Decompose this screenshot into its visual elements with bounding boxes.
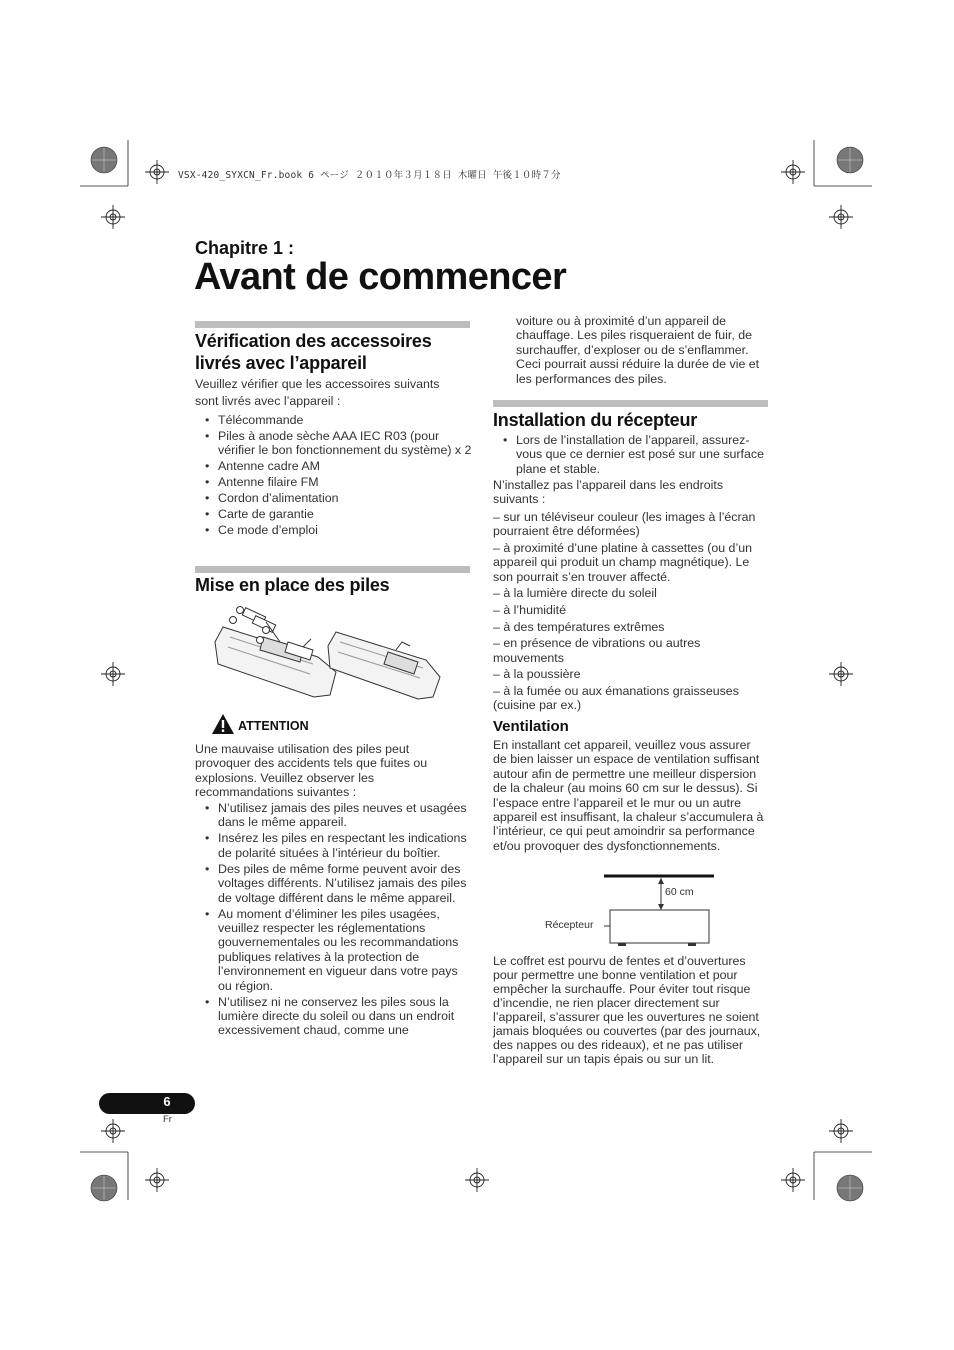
subheading-ventilation: Ventilation <box>493 718 569 735</box>
page-number: 6 <box>163 1094 171 1109</box>
list-item: • Télécommande <box>195 413 473 427</box>
list-item: • Cordon d’alimentation <box>195 491 473 505</box>
page-language: Fr <box>163 1114 172 1125</box>
list-item: – à l’humidité <box>493 603 567 617</box>
battery-precautions-list <box>195 801 471 1039</box>
list-item: • Au moment d’éliminer les piles usagées, veuillez respecter les réglementations gouvernementales ou les recommandations publiques relatives à la protection de l’environnement en vigueur dans votre pays ou région. <box>195 907 471 993</box>
list-item: • Lors de l’installation de l’appareil, assurez-vous que ce dernier est posé sur une surface plane et stable. <box>493 433 771 476</box>
list-item: – en présence de vibrations ou autres mouvements <box>493 636 701 665</box>
ventilation-diagram <box>604 872 724 947</box>
list-item: • Piles à anode sèche AAA IEC R03 (pour vérifier le bon fonctionnement du système) x 2 <box>195 429 473 458</box>
list-item: • Carte de garantie <box>195 507 473 521</box>
list-item: – à la fumée ou aux émanations graisseuses (cuisine par ex.) <box>493 683 739 713</box>
list-item: • Insérez les piles en respectant les indications de polarité situées à l’intérieur du boîtier. <box>195 831 471 860</box>
verification-intro: Veuillez vérifier que les accessoires suivants sont livrés avec l’appareil : <box>195 377 440 408</box>
chapter-label: Chapitre 1 : <box>195 238 295 258</box>
battery-installation-illustration <box>218 602 448 702</box>
ventilation-text: En installant cet appareil, veuillez vous assurer de bien laisser un espace de ventilation suffisant autour afin de permettre une meilleur dispersion de la chaleur (au moins 60 cm sur le dessus). Si l’espace entre l’appareil et le mur ou un autre appareil est insuffisant, la chaleur s’accumulera à l’intérieur, ce qui peut amoindrir sa performance et/ou provoquer des dysfonctionnements. <box>493 738 764 853</box>
section-bar <box>195 321 470 328</box>
list-item: – à la lumière directe du soleil <box>493 586 657 601</box>
section-heading-installation: Installation du récepteur <box>493 410 698 430</box>
installation-bullet-list <box>493 433 771 478</box>
section-heading-verification: Vérification des accessoires livrés avec l’appareil <box>195 331 432 373</box>
list-item: – à la poussière <box>493 667 581 682</box>
warning-icon <box>212 714 234 734</box>
list-item: – sur un téléviseur couleur (les images à l’écran pourraient être déformées) <box>493 510 756 539</box>
print-header: VSX-420_SYXCN_Fr.book 6 ページ ２０１０年３月１８日 木曜日 午後１０時７分 <box>178 170 561 181</box>
diagram-distance-label: 60 cm <box>665 886 694 898</box>
list-item: • Antenne cadre AM <box>195 459 473 473</box>
section-heading-piles: Mise en place des piles <box>195 575 390 595</box>
registration-mark-top-center <box>0 0 1 1</box>
section-bar <box>493 400 768 407</box>
list-item: • N’utilisez jamais des piles neuves et usagées dans le même appareil. <box>195 801 471 830</box>
attention-intro: Une mauvaise utilisation des piles peut provoquer des accidents tels que fuites ou explosions. Veuillez observer les recommandations suivantes : <box>195 742 428 800</box>
section-bar <box>195 566 470 573</box>
installation-intro: N’installez pas l’appareil dans les endroits suivants : <box>493 478 724 507</box>
list-item: • N’utilisez ni ne conservez les piles sous la lumière directe du soleil ou dans un endroit excessivement chaud, comme une <box>195 995 471 1038</box>
list-item: • Ce mode d’emploi <box>195 523 473 537</box>
list-item: – à des températures extrêmes <box>493 619 665 634</box>
ventilation-closing-text: Le coffret est pourvu de fentes et d’ouvertures pour permettre une bonne ventilation et pour empêcher la surchauffe. Pour éviter tout risque d’incendie, ne rien placer directement sur l’appareil, s’assurer que les ouvertures ne soient jamais bloquées ou couvertes (par des journaux, des nappes ou des rideaux), et ne pas utiliser l’appareil sur un tapis épais ou sur un lit. <box>493 954 761 1066</box>
list-item: • Des piles de même forme peuvent avoir des voltages différents. N’utilisez jamais des piles de voltage différent dans le même appareil. <box>195 862 471 905</box>
accessories-list <box>195 413 473 539</box>
attention-label: ATTENTION <box>238 719 309 733</box>
list-item: • Antenne filaire FM <box>195 475 473 489</box>
chapter-title: Avant de commencer <box>194 256 567 298</box>
diagram-receiver-label: Récepteur <box>545 919 594 931</box>
list-item: – à proximité d’une platine à cassettes (ou d’un appareil qui produit un champ magnétique). Le son pourrait s’en trouver affecté. <box>493 541 752 584</box>
installation-places-list <box>493 510 769 715</box>
battery-precautions-continuation: voiture ou à proximité d’un appareil de chauffage. Les piles risqueraient de fuir, de surchauffer, d’exploser ou de s’enflammer. Ceci pourrait aussi réduire la durée de vie et les performances des piles. <box>516 314 760 386</box>
